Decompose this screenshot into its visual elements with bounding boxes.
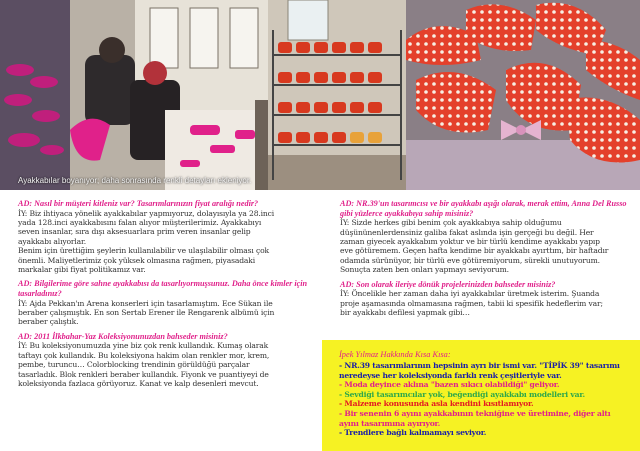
answer-line: düşününenlerdensiniz galiba fakat aslında işin gerçeği bu değil. Her bbox=[340, 227, 594, 237]
answer-text bbox=[340, 218, 630, 274]
polka-dot-shoes-photo bbox=[406, 0, 640, 190]
question-heading: AD: 2011 İlkbahar-Yaz Koleksiyonunuzdan bahseder misiniz? bbox=[18, 331, 228, 341]
fact-item: - Sevdiği tasarımcılar yok, beğendiği ayakkabı modelleri var. bbox=[339, 389, 585, 399]
answer-line: seven insanlar, sıra dışı aksesuarlara prim veren insanlar gelip bbox=[18, 227, 251, 237]
answer-line: yada 128.inci ayakkabısını falan alıyor müşterilerimiz. Ayakkabıyı bbox=[18, 218, 262, 227]
fact-item: - Trendlere bağlı kalmamayı seviyor. bbox=[339, 428, 487, 438]
answer-line: taftayı çok kullandık. Bu koleksiyona hakim olan renkler mor, krem, bbox=[18, 350, 270, 360]
fact-item: ayını tasarımına ayırıyor. bbox=[339, 418, 441, 428]
answer-line: İY: Öncelikle her zaman daha iyi ayakkabılar üretmek isterim. Şuanda bbox=[340, 289, 600, 299]
answer-line: zaman giyecek ayakkabım yoktur ve bir türlü kendime ayakkabı yapıp bbox=[340, 237, 600, 246]
answer-line: odamda sürünüyor, bir türlü eve götüremiyorum, sürekli unutuyorum. bbox=[340, 255, 600, 265]
fact-item: - NR.39 tasarımlarının hepsinin ayrı bir ismi var. "TİPİK 39" tasarımı bbox=[339, 361, 620, 370]
answer-line: eve götüremem. Geçen hafta kendime bir ayakkabı ayırttım, bir haftadır bbox=[340, 246, 609, 256]
answer-line: İY: Biz ihtiyaca yönelik ayakkabılar yapmıyoruz, dolayısıyla ya 28.inci bbox=[18, 208, 275, 218]
answer-line: önemli. Maliyetlerimiz çok yüksek olmasına rağmen, piyasadaki bbox=[18, 255, 256, 265]
answer-line: İY: Bu koleksiyonumuzda yine biz çok renk kullandık. Kumaş olarak bbox=[18, 341, 269, 351]
answer-line: beraber çalıştık. bbox=[18, 317, 79, 327]
facts-list bbox=[339, 361, 628, 438]
answer-line: proje aşamasında olmamasına rağmen, tabii ki spesifik hedeflerim var; bbox=[340, 298, 603, 308]
fact-item: - Moda deyince aklına "bazen sıkıcı olabildiği" geliyor. bbox=[339, 380, 560, 390]
photo-strip bbox=[0, 0, 640, 190]
question-heading: AD: Bilgilerime göre sahne ayakkabısı da tasarlıyormuşsunuz. Daha önce kimler için tasarladınız? bbox=[18, 279, 308, 299]
answer-line: ayakkabı alıyorlar. bbox=[18, 236, 86, 246]
answer-text bbox=[18, 341, 318, 388]
answer-line: Sonuçta zaten ben onları yapmayı seviyorum. bbox=[340, 265, 509, 275]
facts-title: İpek Yılmaz Hakkında Kısa Kısa: bbox=[339, 350, 451, 359]
answer-line: markalar gibi fiyat politikamız var. bbox=[18, 265, 146, 275]
facts-box bbox=[322, 340, 640, 451]
question-heading: AD: Son olarak ileriye dönük projelerinizden bahseder misiniz? bbox=[340, 279, 556, 289]
answer-line: İY: Sizde herkes gibi benim çok ayakkabıya sahip olduğumu bbox=[340, 218, 562, 228]
answer-line: beraber çalışmıştık. En son Sertab Erener ile Rengarenk albümü için bbox=[18, 308, 275, 318]
answer-text bbox=[18, 209, 318, 275]
interview-right-column bbox=[340, 199, 630, 317]
answer-line: tasarladık. Blok renkleri beraber kullandık. Fiyonk ve puantiyeyi de bbox=[18, 369, 269, 379]
workshop-photo bbox=[0, 0, 268, 190]
answer-text bbox=[340, 289, 630, 317]
interview-left-column bbox=[18, 199, 318, 388]
fact-item: neredeyse her koleksiyonda farklı renk çeşitleriyle var. bbox=[339, 370, 562, 380]
answer-line: bir ayakkabı defilesi yapmak gibi… bbox=[340, 308, 470, 318]
answer-line: pembe, turuncu… Colorblocking trendinin görüldüğü parçalar bbox=[18, 360, 250, 370]
question-heading: AD: NR.39'un tasarımcısı ve bir ayakkabı aşığı olarak, merak ettim, Anna Del Russo gibi yüzlerce ayakkabıya sahip misiniz? bbox=[340, 199, 627, 218]
photo-caption: Ayakkabılar boyanıyor; daha sonrasında renkli detayları ekleniyor. bbox=[18, 176, 252, 185]
question-heading: AD: Nasıl bir müşteri kitleniz var? Tasarımlarınızın fiyat aralığı nedir? bbox=[18, 199, 259, 208]
shoe-rack-photo bbox=[268, 0, 406, 190]
answer-line: Benim için ürettiğim şeylerin kullanılabilir ve ulaşılabilir olması çok bbox=[18, 246, 269, 256]
fact-item: - Malzeme konusunda asla kendini kısıtlamıyor. bbox=[339, 399, 534, 409]
answer-line: İY: Ajda Pekkan'ın Arena konserleri için tasarlamıştım. Ece Sükan ile bbox=[18, 298, 273, 308]
fact-item: - Bir senenin 6 ayını ayakkabının tekniğine ve üretimine, diğer altı bbox=[339, 408, 611, 418]
answer-text bbox=[18, 299, 318, 327]
answer-line: koleksiyonda fazlaca görüyoruz. Kanat ve kalp desenleri mevcut. bbox=[18, 379, 259, 389]
